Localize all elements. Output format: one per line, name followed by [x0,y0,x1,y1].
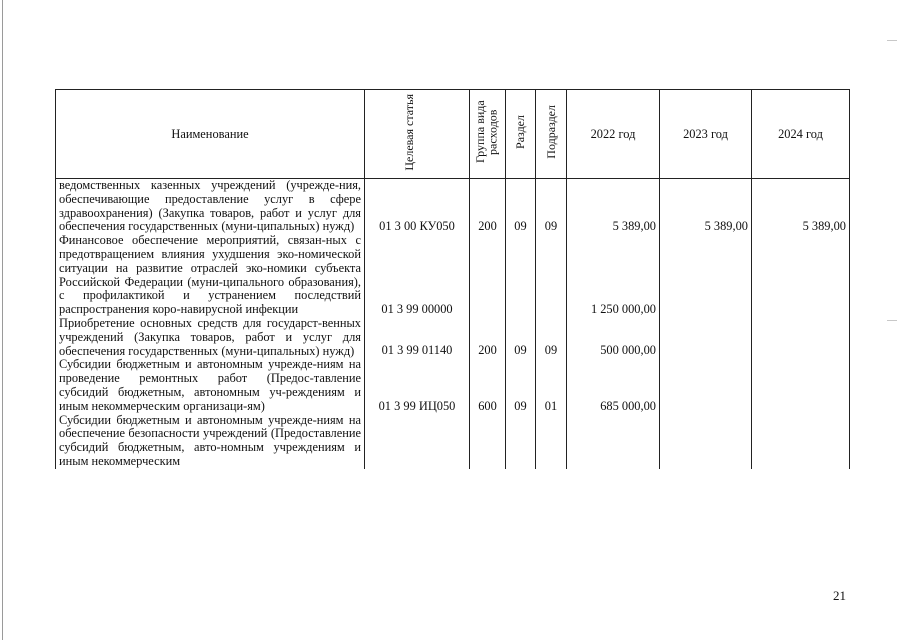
table-row [56,414,850,469]
scan-edge-mark [887,320,897,321]
row-subsection [536,234,567,317]
row-subsection: 09 [536,317,567,358]
row-2022: 5 389,00 [567,179,660,235]
row-2023 [660,234,752,317]
table-row [56,179,850,235]
row-2022: 500 000,00 [567,317,660,358]
row-2023 [660,358,752,413]
row-target-article [365,414,470,469]
row-subsection: 01 [536,358,567,413]
row-2023: 5 389,00 [660,179,752,235]
row-name: Субсидии бюджетным и автономным учрежде-ниям на проведение ремонтных работ (Предос-тавление субсидий бюджетным, автономным уч-реждениям и иным некоммерческим организаци-ям) [56,358,365,413]
row-target-article: 01 3 99 01140 [365,317,470,358]
page-number: 21 [833,588,846,603]
row-target-article: 01 3 00 КУ050 [365,179,470,235]
row-subsection: 09 [536,179,567,235]
row-expense-group [470,234,506,317]
header-name: Наименование [56,90,365,179]
row-2022: 1 250 000,00 [567,234,660,317]
row-section [506,234,536,317]
header-target-article: Целевая статья [365,90,470,179]
row-section [506,414,536,469]
row-name: Финансовое обеспечение мероприятий, связан-ных с предотвращением влияния ухудшения эко-номической ситуации на развитие отраслей эко-номики субъекта Российской Федерации (муни-ципального образования), с профилактикой и устранением последствий распространения коро-навирусной инфекции [56,234,365,317]
row-2022: 685 000,00 [567,358,660,413]
table-row [56,358,850,413]
row-2023 [660,414,752,469]
table-row [56,317,850,358]
row-2024 [752,358,850,413]
row-2024 [752,414,850,469]
header-subsection: Подраздел [536,90,567,179]
scan-edge-line [2,0,3,640]
row-target-article: 01 3 99 ИЦ050 [365,358,470,413]
row-name: ведомственных казенных учреждений (учрежде-ния, обеспечивающие предоставление услуг в сфере здравоохранения) (Закупка товаров, работ и услуг для обеспечения государственных (муни-ципальных) нужд) [56,179,365,235]
budget-table [55,89,850,469]
row-2023 [660,317,752,358]
row-target-article: 01 3 99 00000 [365,234,470,317]
row-expense-group: 200 [470,179,506,235]
row-2024 [752,317,850,358]
header-expense-group: Группа вида расходов [470,90,506,179]
row-section: 09 [506,317,536,358]
header-2022: 2022 год [567,90,660,179]
row-2024: 5 389,00 [752,179,850,235]
row-name: Субсидии бюджетным и автономным учрежде-ниям на обеспечение безопасности учреждений (Предоставление субсидий бюджетным, авто-номным учреждениям и иным некоммерческим [56,414,365,469]
header-2023: 2023 год [660,90,752,179]
header-section: Раздел [506,90,536,179]
header-2024: 2024 год [752,90,850,179]
row-2022 [567,414,660,469]
table-row [56,234,850,317]
row-section: 09 [506,179,536,235]
row-expense-group: 200 [470,317,506,358]
scan-edge-mark [887,40,897,41]
row-expense-group: 600 [470,358,506,413]
row-section: 09 [506,358,536,413]
table-header-row [56,90,850,179]
row-name: Приобретение основных средств для государст-венных учреждений (Закупка товаров, работ и услуг для обеспечения государственных (муни-ципальных) нужд) [56,317,365,358]
row-subsection [536,414,567,469]
row-2024 [752,234,850,317]
row-expense-group [470,414,506,469]
